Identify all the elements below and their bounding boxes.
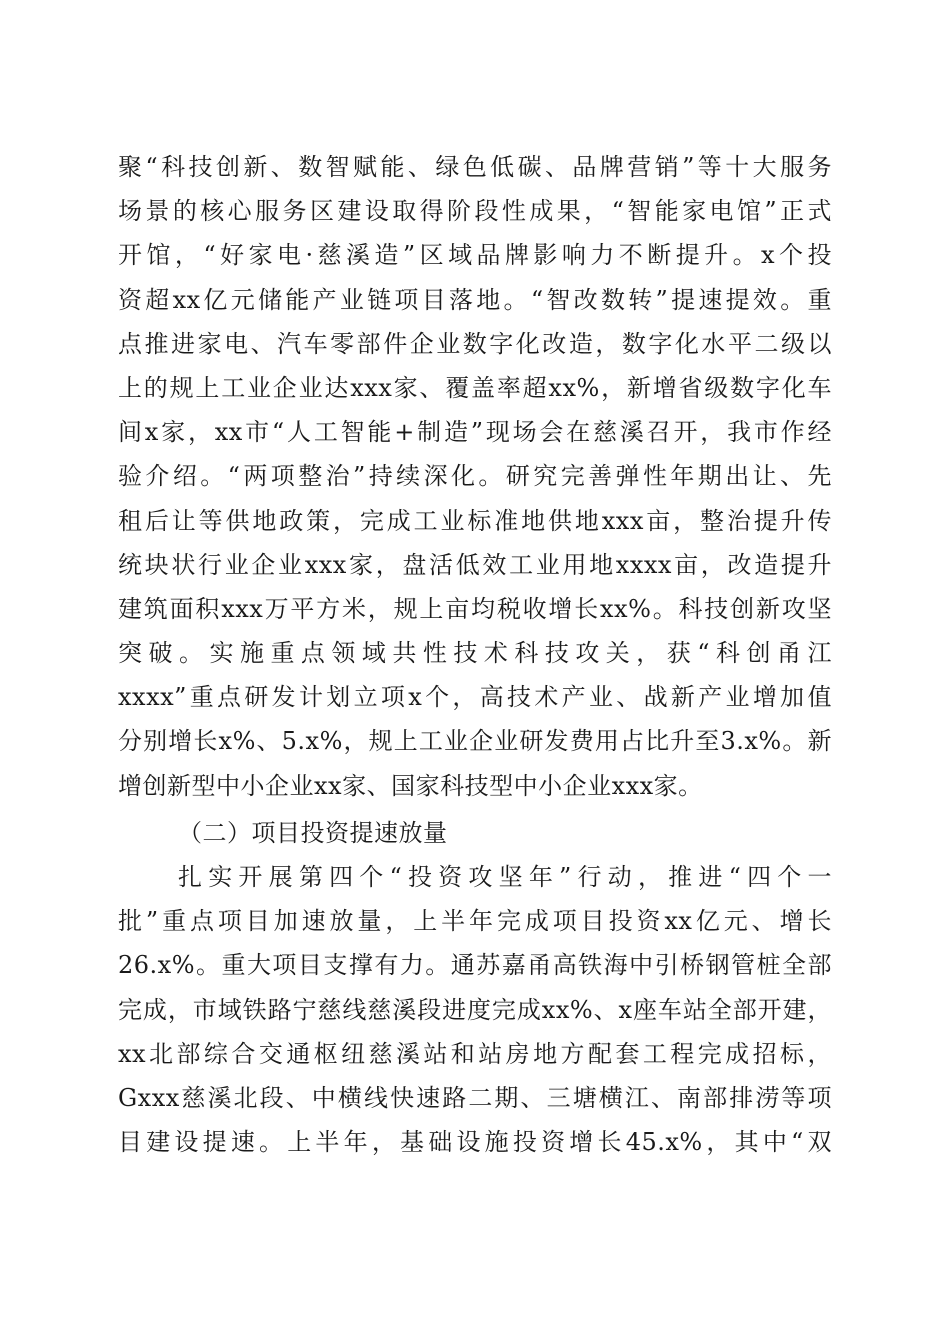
paragraph-line: 突破。实施重点领域共性技术科技攻关，获“科创甬江 (118, 639, 832, 668)
section-heading: （二）项目投资提速放量 (178, 819, 448, 847)
paragraph-line: xxxx”重点研发计划立项x个，高技术产业、战新产业增加值 (118, 683, 832, 712)
paragraph-line: 扎实开展第四个“投资攻坚年”行动，推进“四个一 (178, 863, 832, 891)
paragraph-1 (118, 145, 832, 808)
paragraph-line: 完成，市域铁路宁慈线慈溪段进度完成xx%、x座车站全部开建， (118, 995, 832, 1024)
paragraph-line: 资超xx亿元储能产业链项目落地。“智改数转”提速提效。重 (118, 285, 832, 314)
paragraph-line: 聚“科技创新、数智赋能、绿色低碳、品牌营销”等十大服务 (118, 153, 832, 181)
paragraph-2 (118, 855, 832, 1164)
paragraph-line: 分别增长x%、5.x%，规上工业企业研发费用占比升至3.x%。新 (118, 727, 832, 756)
paragraph-line: 场景的核心服务区建设取得阶段性成果，“智能家电馆”正式 (118, 197, 832, 226)
paragraph-line: 开馆，“好家电·慈溪造”区域品牌影响力不断提升。x个投 (118, 241, 832, 270)
paragraph-line: 建筑面积xxx万平方米，规上亩均税收增长xx%。科技创新攻坚 (118, 594, 832, 623)
paragraph-line: 上的规上工业企业达xxx家、覆盖率超xx%，新增省级数字化车 (118, 373, 832, 402)
paragraph-line: 点推进家电、汽车零部件企业数字化改造，数字化水平二级以 (118, 329, 832, 358)
paragraph-line: 间x家，xx市“人工智能+制造”现场会在慈溪召开，我市作经 (118, 418, 832, 447)
paragraph-line: 26.x%。重大项目支撑有力。通苏嘉甬高铁海中引桥钢管桩全部 (118, 951, 832, 980)
paragraph-line: 批”重点项目加速放量，上半年完成项目投资xx亿元、增长 (118, 907, 832, 936)
paragraph-line: 验介绍。“两项整治”持续深化。研究完善弹性年期出让、先 (118, 462, 832, 491)
paragraph-line: 租后让等供地政策，完成工业标准地供地xxx亩，整治提升传 (118, 506, 832, 535)
paragraph-line: Gxxx慈溪北段、中横线快速路二期、三塘横江、南部排涝等项 (118, 1083, 832, 1112)
paragraph-line: 统块状行业企业xxx家，盘活低效工业用地xxxx亩，改造提升 (118, 550, 832, 579)
paragraph-line: 增创新型中小企业xx家、国家科技型中小企业xxx家。 (118, 771, 703, 800)
paragraph-line: 目建设提速。上半年，基础设施投资增长45.x%，其中“双 (118, 1128, 832, 1157)
paragraph-line: xx北部综合交通枢纽慈溪站和站房地方配套工程完成招标， (118, 1039, 832, 1068)
